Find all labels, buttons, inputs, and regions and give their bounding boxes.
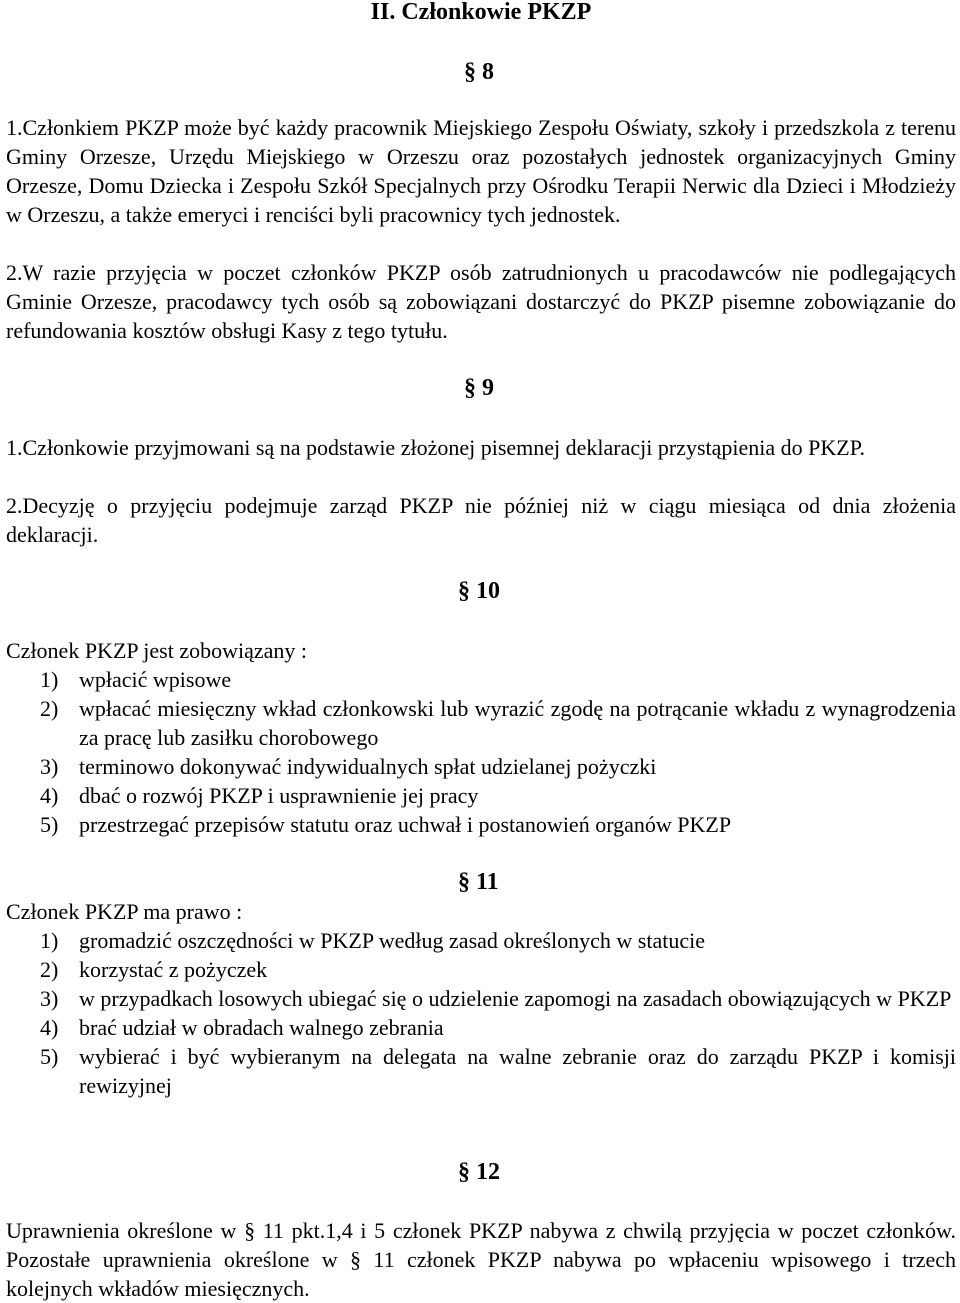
list-item [6, 984, 956, 1013]
section-11-mark: § 11 [458, 869, 499, 895]
list-item [6, 1042, 956, 1100]
section-9-paragraph-1: 1.Członkowie przyjmowani są na podstawie złożonej pisemnej deklaracji przystąpienia do PKZP. [6, 435, 865, 460]
list-item-text: gromadzić oszczędności w PKZP według zasad określonych w statucie [79, 928, 706, 953]
list-item [6, 926, 956, 955]
list-item [6, 955, 956, 984]
list-item-text: brać udział w obradach walnego zebrania [79, 1015, 444, 1040]
section-9-paragraph-2: 2.Decyzję o przyjęciu podejmuje zarząd PKZP nie później niż w ciągu miesiąca od dnia złożenia deklaracji. [6, 493, 956, 547]
section-12-mark: § 12 [458, 1159, 500, 1185]
section-8-paragraph-1: 1.Członkiem PKZP może być każdy pracownik Miejskiego Zespołu Oświaty, szkoły i przedszkola z terenu Gminy Orzesze, Urzędu Miejskiego w Orzeszu oraz pozostałych jednostek organizacyjnych Gminy Orzesze, Domu Dziecka i Zespołu Szkół Specjalnych przy Ośrodku Terapii Nerwic dla Dzieci i Młodzieży w Orzeszu, a także emeryci i renciści byli pracownicy tych jednostek. [6, 115, 956, 227]
list-item [6, 665, 956, 694]
chapter-title: II. Członkowie PKZP [370, 0, 592, 25]
list-item-text: terminowo dokonywać indywidualnych spłat udzielanej pożyczki [79, 754, 657, 779]
list-item-number: 1) [40, 667, 59, 692]
list-item-number: 5) [40, 1044, 59, 1069]
list-item [6, 1013, 956, 1042]
section-12-paragraph-1: Uprawnienia określone w § 11 pkt.1,4 i 5 członek PKZP nabywa z chwilą przyjęcia w poczet członków. Pozostałe uprawnienia określone w § 11 członek PKZP nabywa po wpłaceniu wpisowego i trzech kolejnych wkładów miesięcznych. [6, 1218, 956, 1301]
list-item-number: 1) [40, 928, 59, 953]
section-11-list [6, 926, 956, 1100]
list-item [6, 781, 956, 810]
list-item-text: korzystać z pożyczek [79, 957, 268, 982]
section-8-paragraph-2: 2.W razie przyjęcia w poczet członków PKZP osób zatrudnionych u pracodawców nie podlegających Gminie Orzesze, pracodawcy tych osób są zobowiązani dostarczyć do PKZP pisemne zobowiązanie do refundowania kosztów obsługi Kasy z tego tytułu. [6, 260, 956, 343]
list-item-text: dbać o rozwój PKZP i usprawnienie jej pracy [79, 783, 479, 808]
list-item-text: wpłacić wpisowe [79, 667, 232, 692]
section-11-intro: Członek PKZP ma prawo : [6, 899, 243, 924]
list-item-number: 4) [40, 1015, 59, 1040]
list-item-number: 3) [40, 754, 59, 779]
list-item-number: 5) [40, 812, 59, 837]
section-8-mark: § 8 [464, 59, 494, 85]
section-10-mark: § 10 [458, 578, 500, 604]
list-item [6, 694, 956, 752]
list-item-text: w przypadkach losowych ubiegać się o udzielenie zapomogi na zasadach obowiązujących w PKZP [79, 986, 952, 1011]
section-10-intro: Członek PKZP jest zobowiązany : [6, 638, 308, 663]
list-item-text: przestrzegać przepisów statutu oraz uchwał i postanowień organów PKZP [79, 812, 732, 837]
list-item [6, 810, 956, 839]
section-10-list [6, 665, 956, 839]
list-item [6, 752, 956, 781]
list-item-text: wpłacać miesięczny wkład członkowski lub wyrazić zgodę na potrącanie wkładu z wynagrodzenia za pracę lub zasiłku chorobowego [79, 696, 956, 750]
list-item-text: wybierać i być wybieranym na delegata na walne zebranie oraz do zarządu PKZP i komisji rewizyjnej [79, 1044, 956, 1098]
section-9-mark: § 9 [464, 375, 494, 401]
list-item-number: 3) [40, 986, 59, 1011]
list-item-number: 4) [40, 783, 59, 808]
list-item-number: 2) [40, 957, 59, 982]
list-item-number: 2) [40, 696, 59, 721]
